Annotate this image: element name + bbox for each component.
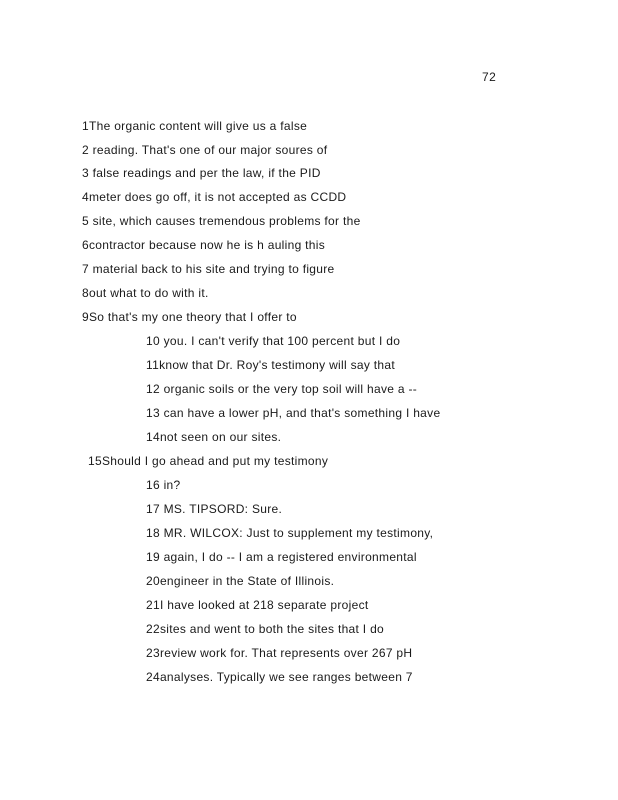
transcript-line	[146, 501, 282, 517]
transcript-line	[146, 669, 413, 685]
transcript-line	[146, 597, 369, 613]
line-text: site, which causes tremendous problems for the	[88, 214, 361, 228]
line-number: 13	[146, 406, 160, 420]
transcript-line	[82, 237, 325, 253]
transcript-line	[82, 285, 209, 301]
page-number: 72	[482, 70, 497, 84]
line-number: 14	[146, 430, 160, 444]
line-number: 20	[146, 574, 160, 588]
transcript-line	[82, 142, 327, 158]
transcript-line	[88, 453, 328, 469]
transcript-line	[82, 118, 307, 134]
line-text: MR. WILCOX: Just to supplement my testimony,	[159, 526, 434, 540]
line-number: 8	[82, 286, 89, 300]
transcript-line	[146, 429, 281, 445]
line-number: 17	[146, 502, 160, 516]
line-number: 10	[146, 334, 160, 348]
transcript-line	[146, 645, 412, 661]
transcript-line	[82, 309, 297, 325]
line-number: 12	[146, 382, 160, 396]
line-text: I have looked at 218 separate project	[159, 598, 369, 612]
transcript-line	[82, 189, 346, 205]
line-number: 18	[146, 526, 160, 540]
line-text: The organic content will give us a false	[88, 119, 308, 133]
transcript-line	[146, 525, 433, 541]
line-text: engineer in the State of Illinois.	[159, 574, 335, 588]
line-number: 4	[82, 190, 89, 204]
transcript-line	[146, 477, 181, 493]
transcript-line	[146, 549, 417, 565]
line-number: 24	[146, 670, 160, 684]
transcript-line	[146, 405, 440, 421]
line-text: Should I go ahead and put my testimony	[101, 454, 329, 468]
line-number: 1	[82, 119, 89, 133]
transcript-line	[146, 333, 400, 349]
line-text: material back to his site and trying to figure	[88, 262, 335, 276]
line-number: 9	[82, 310, 89, 324]
transcript-line	[82, 213, 361, 229]
line-text: review work for. That represents over 267 pH	[159, 646, 413, 660]
transcript-line	[82, 261, 335, 277]
line-text: reading. That's one of our major soures of	[88, 143, 328, 157]
line-text: meter does go off, it is not accepted as CCDD	[88, 190, 347, 204]
transcript-line	[146, 381, 417, 397]
line-number: 6	[82, 238, 89, 252]
line-number: 11	[146, 358, 160, 372]
line-number: 19	[146, 550, 160, 564]
line-text: know that Dr. Roy's testimony will say that	[159, 358, 395, 372]
line-text: false readings and per the law, if the PID	[88, 166, 321, 180]
line-text: sites and went to both the sites that I do	[159, 622, 385, 636]
line-text: So that's my one theory that I offer to	[88, 310, 297, 324]
line-text: you. I can't verify that 100 percent but I do	[159, 334, 401, 348]
line-text: MS. TIPSORD: Sure.	[159, 502, 283, 516]
line-number: 3	[82, 166, 89, 180]
line-text: in?	[159, 478, 181, 492]
line-number: 22	[146, 622, 160, 636]
line-text: organic soils or the very top soil will have a --	[159, 382, 418, 396]
transcript-line	[82, 165, 321, 181]
transcript-line	[146, 621, 384, 637]
line-number: 21	[146, 598, 160, 612]
line-text: can have a lower pH, and that's something I have	[159, 406, 441, 420]
line-text: contractor because now he is h auling this	[88, 238, 326, 252]
line-number: 15	[88, 454, 102, 468]
transcript-line	[146, 357, 395, 373]
line-number: 23	[146, 646, 160, 660]
line-text: out what to do with it.	[88, 286, 209, 300]
line-number: 16	[146, 478, 160, 492]
line-text: analyses. Typically we see ranges between 7	[159, 670, 413, 684]
line-text: again, I do -- I am a registered environmental	[159, 550, 417, 564]
line-number: 5	[82, 214, 89, 228]
line-text: not seen on our sites.	[159, 430, 282, 444]
line-number: 7	[82, 262, 89, 276]
transcript-line	[146, 573, 334, 589]
line-number: 2	[82, 143, 89, 157]
